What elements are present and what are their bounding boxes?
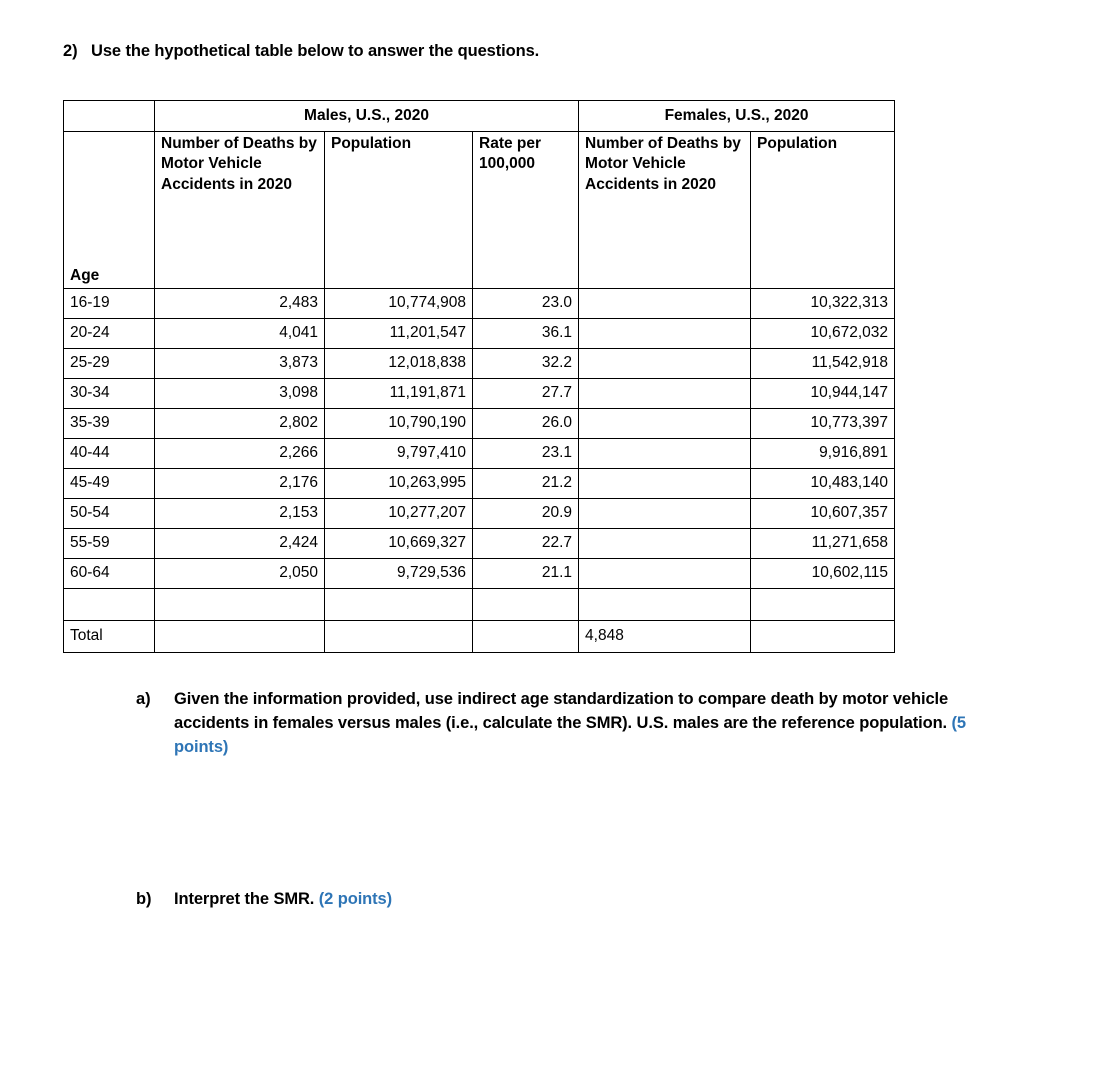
sub-question-a-text: Given the information provided, use indirect age standardization to compare death by motor vehicle accidents in females versus males (i.e., calculate the SMR). U.S. males are the reference population.: [174, 690, 952, 732]
cell-male-rate: 21.1: [473, 559, 579, 589]
table-row: [64, 529, 895, 559]
cell-female-population: 11,271,658: [751, 529, 895, 559]
cell-male-rate: 27.7: [473, 379, 579, 409]
cell-female-deaths: [579, 439, 751, 469]
column-header-female-deaths: Number of Deaths by Motor Vehicle Accidents in 2020: [579, 132, 751, 289]
table-row: [64, 289, 895, 319]
cell-male-deaths: 2,050: [155, 559, 325, 589]
cell-male-population: 11,191,871: [325, 379, 473, 409]
column-header-female-population: Population: [751, 132, 895, 289]
cell-male-deaths: 2,483: [155, 289, 325, 319]
cell-male-deaths: 2,176: [155, 469, 325, 499]
cell-male-rate: 20.9: [473, 499, 579, 529]
cell-age: 40-44: [64, 439, 155, 469]
cell-female-population: 11,542,918: [751, 349, 895, 379]
column-header-male-population: Population: [325, 132, 473, 289]
cell-female-population: [751, 589, 895, 621]
cell-male-rate: 36.1: [473, 319, 579, 349]
sub-question-a-body: [174, 688, 1016, 760]
cell-male-population: [325, 589, 473, 621]
table-row: [64, 319, 895, 349]
table-row: [64, 469, 895, 499]
cell-male-rate: 23.0: [473, 289, 579, 319]
sub-question-b-points: (2 points): [318, 890, 393, 908]
cell-male-rate: 32.2: [473, 349, 579, 379]
table-column-header-row: [64, 132, 895, 289]
cell-age: 16-19: [64, 289, 155, 319]
cell-male-rate: 21.2: [473, 469, 579, 499]
sub-question-a-marker: a): [136, 690, 151, 708]
cell-female-population: 9,916,891: [751, 439, 895, 469]
cell-female-deaths: [579, 379, 751, 409]
cell-male-rate: 23.1: [473, 439, 579, 469]
cell-male-population: 11,201,547: [325, 319, 473, 349]
table-row: [64, 559, 895, 589]
cell-male-deaths: 3,873: [155, 349, 325, 379]
cell-female-deaths: [579, 289, 751, 319]
table-body: [64, 289, 895, 653]
question-number: 2): [63, 42, 78, 60]
cell-male-deaths: [155, 589, 325, 621]
sub-question-b-body: [174, 888, 736, 912]
cell-age: 35-39: [64, 409, 155, 439]
cell-female-deaths: [579, 349, 751, 379]
cell-male-population: 12,018,838: [325, 349, 473, 379]
cell-female-deaths: [579, 499, 751, 529]
cell-age: 50-54: [64, 499, 155, 529]
table-row: [64, 349, 895, 379]
group-header-females: Females, U.S., 2020: [579, 101, 895, 132]
cell-age: 20-24: [64, 319, 155, 349]
cell-male-rate: [473, 589, 579, 621]
cell-male-deaths: 2,802: [155, 409, 325, 439]
cell-total-male-population: [325, 621, 473, 653]
cell-female-deaths: [579, 589, 751, 621]
cell-male-population: 10,774,908: [325, 289, 473, 319]
hypothetical-data-table: [63, 100, 895, 653]
cell-male-population: 9,797,410: [325, 439, 473, 469]
sub-question-a: [136, 688, 1016, 760]
question-heading: [63, 42, 1023, 61]
cell-female-population: 10,607,357: [751, 499, 895, 529]
cell-male-deaths: 2,266: [155, 439, 325, 469]
hypothetical-data-table-container: [63, 100, 894, 653]
sub-question-b: [136, 888, 736, 912]
cell-female-deaths: [579, 469, 751, 499]
cell-age: 30-34: [64, 379, 155, 409]
sub-question-b-text: Interpret the SMR.: [174, 890, 319, 908]
sub-question-a-points: (5 points): [174, 713, 966, 756]
cell-total-female-deaths: 4,848: [579, 621, 751, 653]
cell-total-male-deaths: [155, 621, 325, 653]
cell-female-population: 10,483,140: [751, 469, 895, 499]
cell-total-label: Total: [64, 621, 155, 653]
cell-female-population: 10,944,147: [751, 379, 895, 409]
column-header-male-deaths: Number of Deaths by Motor Vehicle Accidents in 2020: [155, 132, 325, 289]
cell-total-female-population: [751, 621, 895, 653]
table-spacer-row: [64, 589, 895, 621]
table-row: [64, 499, 895, 529]
cell-female-population: 10,322,313: [751, 289, 895, 319]
cell-male-population: 9,729,536: [325, 559, 473, 589]
cell-male-population: 10,263,995: [325, 469, 473, 499]
table-row: [64, 409, 895, 439]
cell-female-population: 10,602,115: [751, 559, 895, 589]
cell-male-rate: 22.7: [473, 529, 579, 559]
cell-female-deaths: [579, 529, 751, 559]
cell-female-deaths: [579, 319, 751, 349]
cell-female-population: 10,672,032: [751, 319, 895, 349]
cell-total-male-rate: [473, 621, 579, 653]
sub-question-b-marker: b): [136, 890, 152, 908]
header-corner-cell: [64, 101, 155, 132]
cell-male-population: 10,669,327: [325, 529, 473, 559]
table-row: [64, 379, 895, 409]
cell-male-population: 10,277,207: [325, 499, 473, 529]
cell-age: 55-59: [64, 529, 155, 559]
cell-male-population: 10,790,190: [325, 409, 473, 439]
cell-male-deaths: 4,041: [155, 319, 325, 349]
cell-female-deaths: [579, 409, 751, 439]
cell-male-deaths: 2,153: [155, 499, 325, 529]
cell-age: [64, 589, 155, 621]
cell-male-deaths: 3,098: [155, 379, 325, 409]
cell-male-deaths: 2,424: [155, 529, 325, 559]
group-header-males: Males, U.S., 2020: [155, 101, 579, 132]
column-header-age: Age: [64, 132, 155, 289]
cell-female-population: 10,773,397: [751, 409, 895, 439]
cell-male-rate: 26.0: [473, 409, 579, 439]
cell-age: 25-29: [64, 349, 155, 379]
cell-age: 60-64: [64, 559, 155, 589]
question-prompt: Use the hypothetical table below to answer the questions.: [91, 42, 540, 60]
table-group-header-row: [64, 101, 895, 132]
cell-age: 45-49: [64, 469, 155, 499]
column-header-male-rate: Rate per 100,000: [473, 132, 579, 289]
table-total-row: [64, 621, 895, 653]
cell-female-deaths: [579, 559, 751, 589]
table-row: [64, 439, 895, 469]
